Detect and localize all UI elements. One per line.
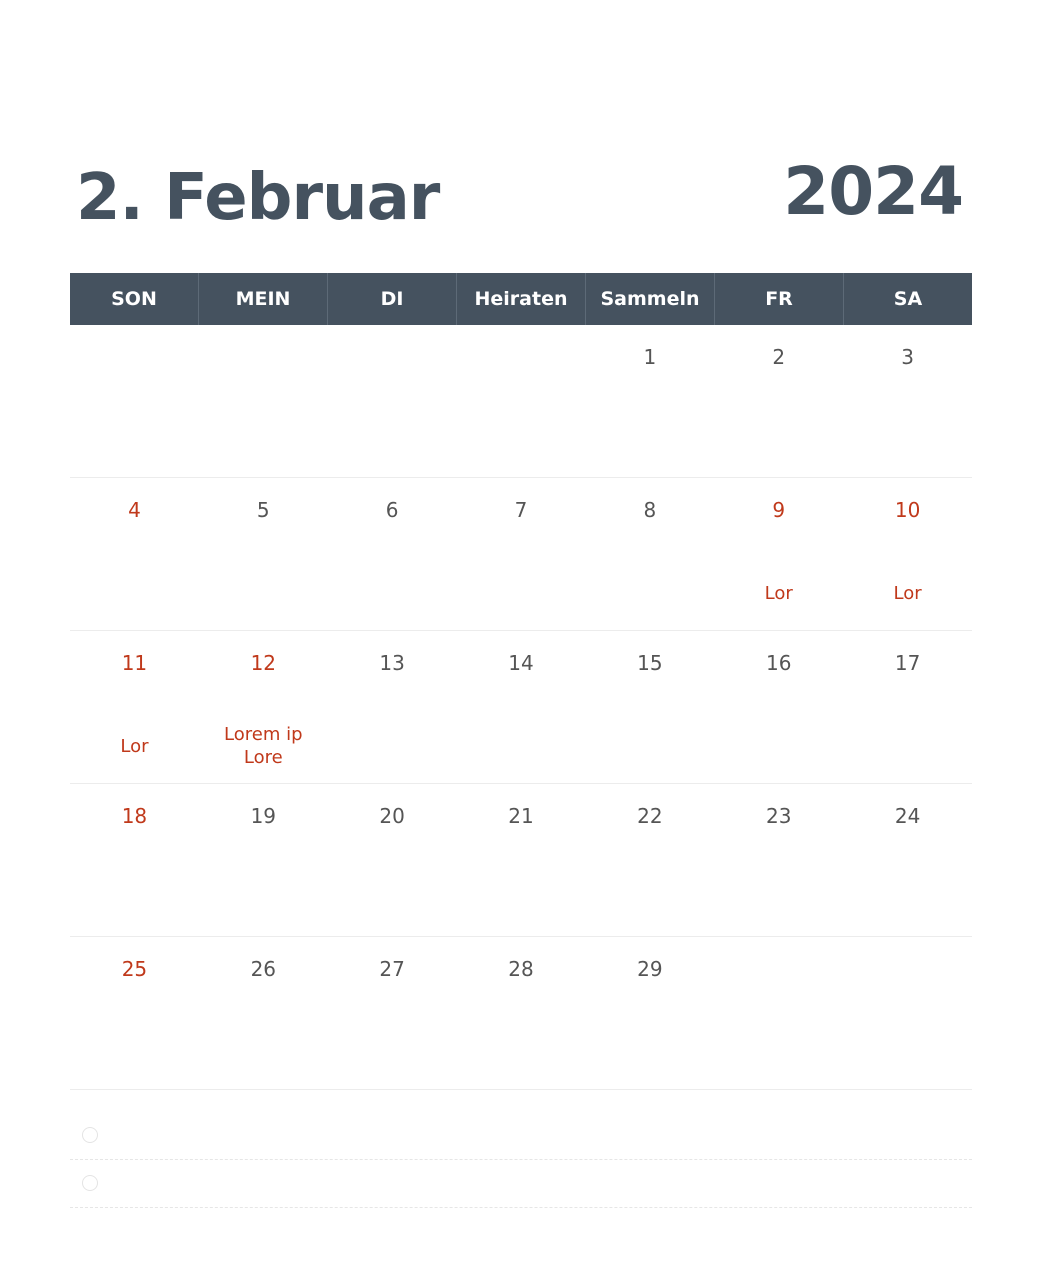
day-cell[interactable] xyxy=(457,631,586,783)
day-note xyxy=(457,719,586,773)
day-cell[interactable] xyxy=(714,784,843,936)
day-number: 23 xyxy=(766,804,792,828)
day-note xyxy=(457,1025,586,1079)
day-cell[interactable] xyxy=(328,784,457,936)
checkbox-circle-icon[interactable] xyxy=(82,1175,98,1191)
day-number: 7 xyxy=(514,498,528,522)
checkbox-circle-icon[interactable] xyxy=(82,1127,98,1143)
weekday-header xyxy=(70,273,972,325)
day-number: 10 xyxy=(894,498,921,522)
empty-day-cell xyxy=(199,325,328,477)
empty-day-cell xyxy=(457,325,586,477)
day-number: 13 xyxy=(379,651,405,675)
day-cell[interactable] xyxy=(585,937,714,1089)
day-note xyxy=(199,566,328,620)
day-cell[interactable] xyxy=(714,325,843,477)
day-note xyxy=(585,413,714,467)
day-note: Lor xyxy=(893,582,922,604)
day-cell[interactable] xyxy=(585,631,714,783)
day-note xyxy=(585,872,714,926)
day-note xyxy=(199,1025,328,1079)
day-number: 9 xyxy=(772,498,786,522)
day-number: 20 xyxy=(379,804,405,828)
day-number: 26 xyxy=(250,957,277,981)
day-number: 29 xyxy=(637,957,663,981)
week-row xyxy=(70,325,972,478)
day-number: 16 xyxy=(766,651,792,675)
day-cell[interactable] xyxy=(843,478,972,630)
day-cell[interactable] xyxy=(843,631,972,783)
day-number: 12 xyxy=(250,651,277,675)
day-cell[interactable] xyxy=(199,478,328,630)
day-number: 21 xyxy=(508,804,534,828)
day-note xyxy=(843,719,972,773)
day-note xyxy=(199,872,328,926)
week-row xyxy=(70,937,972,1090)
day-number: 18 xyxy=(121,804,148,828)
day-note xyxy=(843,872,972,926)
day-note xyxy=(328,719,457,773)
day-cell[interactable] xyxy=(843,784,972,936)
day-note xyxy=(328,413,457,467)
day-cell[interactable] xyxy=(70,631,199,783)
day-note xyxy=(199,413,328,467)
day-cell[interactable] xyxy=(457,784,586,936)
day-note xyxy=(457,566,586,620)
weekday-label: FR xyxy=(715,273,844,325)
day-note xyxy=(70,872,199,926)
week-row xyxy=(70,784,972,937)
day-note xyxy=(328,566,457,620)
empty-day-cell xyxy=(70,325,199,477)
weekday-label: Heiraten xyxy=(457,273,586,325)
day-cell[interactable] xyxy=(199,937,328,1089)
day-note xyxy=(714,413,843,467)
day-cell[interactable] xyxy=(70,937,199,1089)
day-number: 19 xyxy=(250,804,277,828)
day-note: Lor xyxy=(120,735,149,757)
weekday-label: Sammeln xyxy=(586,273,715,325)
day-cell[interactable] xyxy=(328,937,457,1089)
month-title: 2. Februar xyxy=(76,161,440,235)
day-cell[interactable] xyxy=(328,478,457,630)
empty-day-cell xyxy=(328,325,457,477)
weekday-label: SA xyxy=(893,288,923,310)
day-note xyxy=(585,1025,714,1079)
day-cell[interactable] xyxy=(843,325,972,477)
day-number: 4 xyxy=(128,498,141,522)
day-note xyxy=(843,413,972,467)
weekday-label: DI xyxy=(328,273,457,325)
day-note xyxy=(70,566,199,620)
day-cell[interactable] xyxy=(199,784,328,936)
day-number: 3 xyxy=(901,345,914,369)
day-cell[interactable] xyxy=(585,325,714,477)
day-note xyxy=(328,1025,457,1079)
day-number: 5 xyxy=(256,498,270,522)
day-cell[interactable] xyxy=(714,631,843,783)
day-cell[interactable] xyxy=(585,478,714,630)
day-note xyxy=(843,1025,972,1079)
notes-area xyxy=(70,1112,972,1208)
day-cell[interactable] xyxy=(70,478,199,630)
day-number: 17 xyxy=(894,651,921,675)
day-number: 22 xyxy=(637,804,663,828)
note-line[interactable] xyxy=(70,1112,972,1160)
day-note xyxy=(457,872,586,926)
day-number: 1 xyxy=(643,345,657,369)
day-number: 2 xyxy=(772,345,786,369)
day-note xyxy=(714,719,843,773)
day-number: 27 xyxy=(379,957,405,981)
weekday-label: SON xyxy=(70,273,199,325)
empty-day-cell xyxy=(714,937,843,1089)
day-cell[interactable] xyxy=(714,478,843,630)
day-cell[interactable] xyxy=(585,784,714,936)
day-number: 6 xyxy=(385,498,399,522)
year-title: 2024 xyxy=(783,153,963,230)
day-note xyxy=(585,719,714,773)
day-note: Lorem ip Lore xyxy=(224,724,303,768)
day-number: 14 xyxy=(508,651,534,675)
day-cell[interactable] xyxy=(457,478,586,630)
day-note xyxy=(714,1025,843,1079)
day-note xyxy=(585,566,714,620)
day-cell[interactable] xyxy=(70,784,199,936)
day-number: 25 xyxy=(121,957,148,981)
weekday-label: MEIN xyxy=(199,273,328,325)
day-cell[interactable] xyxy=(328,631,457,783)
week-row xyxy=(70,631,972,784)
day-note xyxy=(714,872,843,926)
day-number: 24 xyxy=(894,804,921,828)
day-note xyxy=(70,1025,199,1079)
day-number: 8 xyxy=(643,498,657,522)
day-note xyxy=(328,872,457,926)
day-cell[interactable] xyxy=(199,631,328,783)
day-number: 15 xyxy=(637,651,663,675)
week-row xyxy=(70,478,972,631)
note-line[interactable] xyxy=(70,1160,972,1208)
day-number: 11 xyxy=(121,651,148,675)
day-number: 28 xyxy=(508,957,534,981)
empty-day-cell xyxy=(843,937,972,1089)
day-note xyxy=(70,413,199,467)
day-note xyxy=(457,413,586,467)
calendar-grid xyxy=(70,325,972,1090)
day-cell[interactable] xyxy=(457,937,586,1089)
day-note: Lor xyxy=(764,582,793,604)
